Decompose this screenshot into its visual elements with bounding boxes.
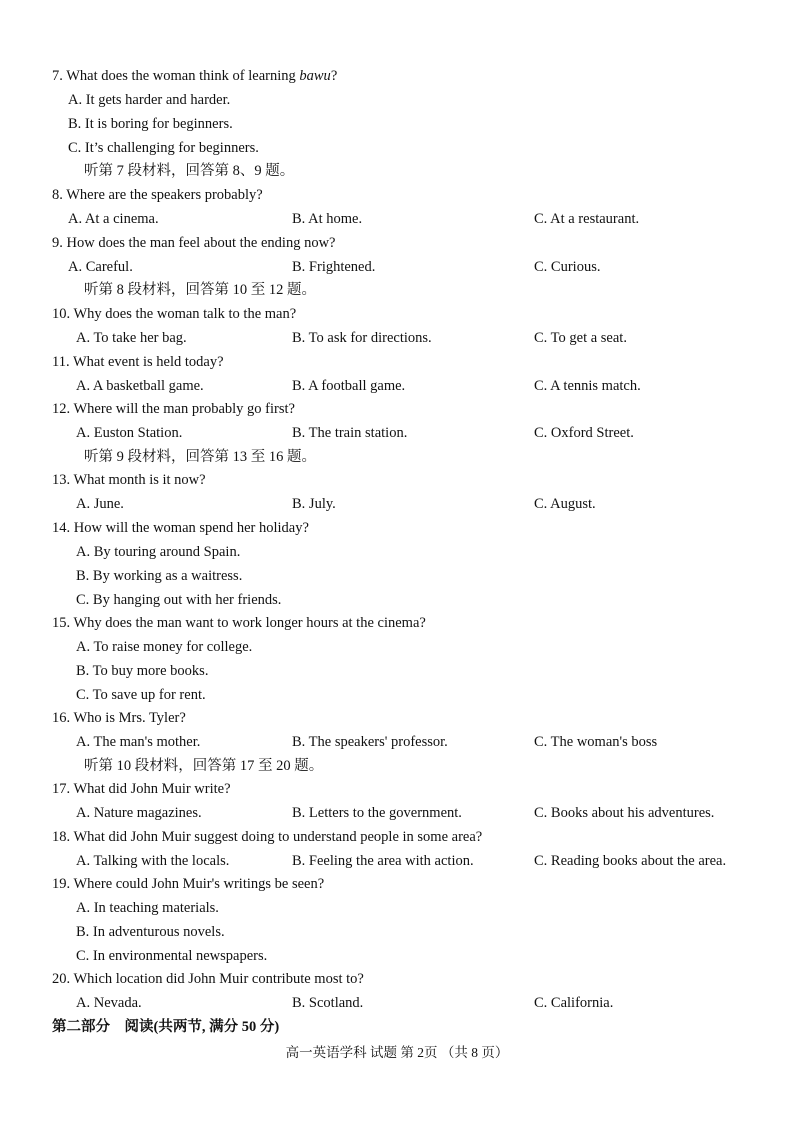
question-11-option-c: C. A tennis match.	[534, 378, 641, 394]
question-7-option-b: B. It is boring for beginners.	[68, 116, 233, 132]
question-10-option-b: B. To ask for directions.	[292, 330, 432, 346]
question-10-options	[76, 327, 788, 349]
question-13-options	[76, 493, 788, 515]
question-20-option-a: A. Nevada.	[76, 995, 142, 1011]
question-11-option-a: A. A basketball game.	[76, 378, 204, 394]
question-17-options	[76, 802, 788, 824]
question-13-option-b: B. July.	[292, 496, 336, 512]
question-19-stem: 19. Where could John Muir's writings be seen?	[52, 876, 325, 892]
question-14-option-b: B. By working as a waitress.	[76, 568, 243, 584]
section-instruction-10: 听第 10 段材料，回答第 17 至 20 题。	[84, 758, 324, 774]
question-8-option-a: A. At a cinema.	[68, 211, 159, 227]
section-instruction-8: 听第 8 段材料，回答第 10 至 12 题。	[84, 282, 316, 298]
question-14-option-a: A. By touring around Spain.	[76, 544, 241, 560]
question-12-options	[76, 422, 788, 444]
question-9-option-b: B. Frightened.	[292, 259, 376, 275]
question-19-option-b: B. In adventurous novels.	[76, 924, 225, 940]
question-16-stem: 16. Who is Mrs. Tyler?	[52, 710, 186, 726]
question-17-option-c: C. Books about his adventures.	[534, 805, 715, 821]
question-11-options	[76, 375, 788, 397]
section-instruction-9: 听第 9 段材料，回答第 13 至 16 题。	[84, 449, 316, 465]
question-9-options	[68, 256, 788, 278]
question-19-option-a: A. In teaching materials.	[76, 900, 219, 916]
question-20-option-b: B. Scotland.	[292, 995, 364, 1011]
section-instruction-7: 听第 7 段材料，回答第 8、9 题。	[84, 163, 295, 179]
question-18-option-a: A. Talking with the locals.	[76, 853, 230, 869]
question-17-stem: 17. What did John Muir write?	[52, 781, 231, 797]
question-16-option-c: C. The woman's boss	[534, 734, 658, 750]
question-7-stem: 7. What does the woman think of learning bawu?	[52, 68, 338, 84]
question-9-option-c: C. Curious.	[534, 259, 601, 275]
question-18-option-c: C. Reading books about the area.	[534, 853, 727, 869]
question-19-option-c: C. In environmental newspapers.	[76, 948, 268, 964]
question-8-option-b: B. At home.	[292, 211, 363, 227]
question-12-option-c: C. Oxford Street.	[534, 425, 634, 441]
question-7-option-c: C. It’s challenging for beginners.	[68, 140, 259, 156]
question-15-stem: 15. Why does the man want to work longer hours at the cinema?	[52, 615, 426, 631]
question-16-option-a: A. The man's mother.	[76, 734, 201, 750]
question-12-stem: 12. Where will the man probably go first?	[52, 401, 295, 417]
question-10-option-a: A. To take her bag.	[76, 330, 187, 346]
question-17-option-a: A. Nature magazines.	[76, 805, 202, 821]
question-18-stem: 18. What did John Muir suggest doing to understand people in some area?	[52, 829, 483, 845]
question-8-stem: 8. Where are the speakers probably?	[52, 187, 263, 203]
question-20-stem: 20. Which location did John Muir contribute most to?	[52, 971, 364, 987]
part-two-heading: 第二部分 阅读(共两节, 满分 50 分)	[52, 1019, 280, 1035]
question-17-option-b: B. Letters to the government.	[292, 805, 462, 821]
question-20-option-c: C. California.	[534, 995, 614, 1011]
question-8-option-c: C. At a restaurant.	[534, 211, 640, 227]
question-13-option-c: C. August.	[534, 496, 596, 512]
question-14-stem: 14. How will the woman spend her holiday?	[52, 520, 309, 536]
question-15-option-b: B. To buy more books.	[76, 663, 209, 679]
question-11-stem: 11. What event is held today?	[52, 354, 224, 370]
question-8-options	[68, 208, 788, 230]
question-13-option-a: A. June.	[76, 496, 124, 512]
question-9-stem: 9. How does the man feel about the ending now?	[52, 235, 336, 251]
question-9-option-a: A. Careful.	[68, 259, 133, 275]
question-13-stem: 13. What month is it now?	[52, 472, 206, 488]
question-14-option-c: C. By hanging out with her friends.	[76, 592, 282, 608]
question-12-option-a: A. Euston Station.	[76, 425, 183, 441]
question-15-option-a: A. To raise money for college.	[76, 639, 253, 655]
question-10-option-c: C. To get a seat.	[534, 330, 627, 346]
page-footer: 高一英语学科 试题 第 2页 （共 8 页）	[285, 1045, 509, 1060]
question-18-option-b: B. Feeling the area with action.	[292, 853, 474, 869]
question-12-option-b: B. The train station.	[292, 425, 408, 441]
question-20-options	[76, 992, 788, 1014]
question-16-options	[76, 731, 788, 753]
question-11-option-b: B. A football game.	[292, 378, 406, 394]
question-16-option-b: B. The speakers' professor.	[292, 734, 448, 750]
question-7-option-a: A. It gets harder and harder.	[68, 92, 231, 108]
question-10-stem: 10. Why does the woman talk to the man?	[52, 306, 297, 322]
question-15-option-c: C. To save up for rent.	[76, 687, 206, 703]
question-18-options	[76, 850, 788, 872]
